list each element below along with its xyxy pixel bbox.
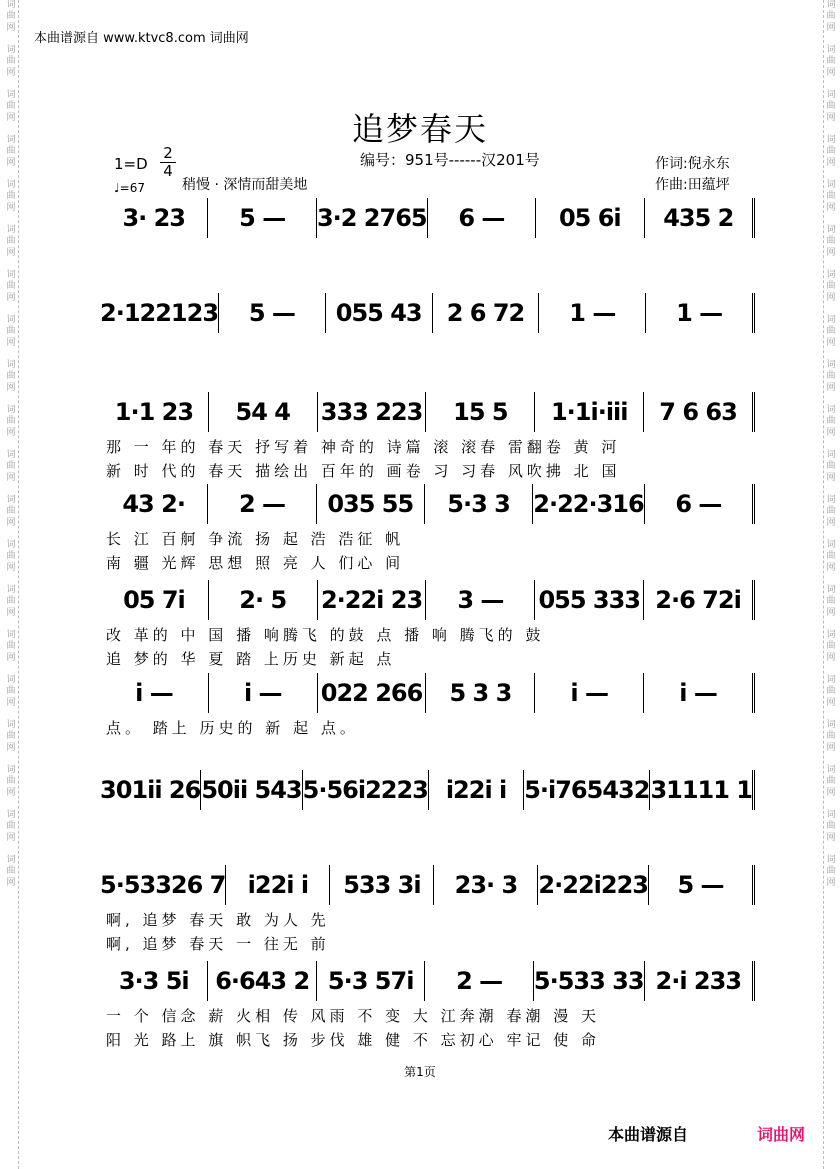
score-row: [100, 484, 760, 572]
page-number: 第1页: [404, 1065, 436, 1079]
lyric-line: 追 梦的 华 夏 踏 上历史 新起 点: [106, 650, 396, 668]
measure: i —: [644, 673, 755, 713]
score-row: [100, 392, 760, 480]
measure: 035 55: [317, 484, 425, 524]
measure: 2· 5: [209, 580, 318, 620]
measure: 3 —: [426, 580, 535, 620]
measure: 2·22·316: [533, 484, 644, 524]
measure: 3·2 2765: [317, 198, 428, 238]
measure: 5·533 33: [534, 961, 645, 1001]
right-watermark-strip: 词 曲 网 词 曲 网 词 曲 网 词 曲 网 词 曲 网 词 曲 网 词 曲 网 词 曲 网 词 曲 网 词 曲 网 词 曲 网 词 曲 网 词 曲 网 词 曲 网 词 曲 网 词 曲 网 词 曲 网 词 曲 网 词 曲 网 词 曲 网: [823, 0, 838, 1169]
measure: 2 —: [208, 484, 316, 524]
measure: 5·56i2223: [303, 770, 429, 810]
measure: 5 —: [649, 865, 755, 905]
lyric-line: 阳 光 路上 旗 帜飞 扬 步伐 雄 健 不 忘初心 牢记 使 命: [106, 1031, 600, 1049]
measure: 6 —: [645, 484, 755, 524]
measure: i22i i: [226, 865, 330, 905]
measure: 31111 1: [650, 770, 755, 810]
time-signature: [160, 145, 176, 180]
measure: 6·643 2: [208, 961, 316, 1001]
lyric-line: 那 一 年的 春天 抒写着 神奇的 诗篇 滚 滚春 雷翻卷 黄 河: [106, 438, 621, 456]
lyric-line: 改 革的 中 国 播 响腾飞 的鼓 点 播 响 腾飞的 鼓: [106, 626, 545, 644]
song-title: 追梦春天: [351, 110, 488, 148]
measure: 022 266: [318, 673, 427, 713]
measure: 533 3i: [330, 865, 434, 905]
composer-credit: 作曲:田蕴坪: [655, 177, 730, 193]
measure: 5 —: [208, 198, 316, 238]
measure: 1·1i·iii: [535, 392, 644, 432]
source-header: 本曲谱源自 www.ktvc8.com 词曲网: [34, 31, 249, 46]
score-row: [100, 673, 760, 743]
score-row: [100, 293, 760, 363]
measure: 2·6 72i: [644, 580, 755, 620]
measure: 5·53326 7: [100, 865, 226, 905]
lyric-line: 一 个 信念 薪 火相 传 风雨 不 变 大 江奔潮 春潮 漫 天: [106, 1007, 600, 1025]
left-watermark-strip: 词 曲 网 词 曲 网 词 曲 网 词 曲 网 词 曲 网 词 曲 网 词 曲 网 词 曲 网 词 曲 网 词 曲 网 词 曲 网 词 曲 网 词 曲 网 词 曲 网 词 曲 网 词 曲 网 词 曲 网 词 曲 网 词 曲 网 词 曲 网: [4, 0, 19, 1169]
score-row: [100, 198, 760, 268]
measure: 2 6 72: [433, 293, 540, 333]
measure: 055 43: [326, 293, 433, 333]
measure: 301ii 26: [100, 770, 201, 810]
measure: 435 2: [645, 198, 755, 238]
measure: 1 —: [539, 293, 646, 333]
lyric-line: 南 疆 光辉 思想 照 亮 人 们心 间: [106, 554, 405, 572]
lyric-line: 啊, 追梦 春天 敢 为人 先: [106, 911, 330, 929]
measure-line: [100, 293, 755, 333]
measure: 7 6 63: [644, 392, 755, 432]
measure: 055 333: [535, 580, 644, 620]
measure: 1 —: [646, 293, 755, 333]
measure: 1·1 23: [100, 392, 209, 432]
measure: 5 —: [219, 293, 326, 333]
measure: 3· 23: [100, 198, 208, 238]
measure: 05 7i: [100, 580, 209, 620]
measure: 15 5: [426, 392, 535, 432]
measure-line: [100, 961, 755, 1001]
measure-line: [100, 484, 755, 524]
lyric-line: 新 时 代的 春天 描绘出 百年的 画卷 习 习春 风吹拂 北 国: [106, 462, 621, 480]
score-row: [100, 865, 760, 953]
measure: 2·122123: [100, 293, 219, 333]
lyricist-credit: 作词:倪永东: [655, 156, 730, 172]
lyric-line: 长 江 百舸 争流 扬 起 浩 浩征 帆: [106, 530, 405, 548]
footer-brand-text: 本曲谱源自: [608, 1125, 689, 1144]
measure: 333 223: [318, 392, 427, 432]
time-bottom: 4: [160, 162, 176, 180]
measure: 2·i 233: [645, 961, 755, 1001]
measure: 54 4: [209, 392, 318, 432]
measure: i —: [100, 673, 209, 713]
measure: 2·22i 23: [318, 580, 427, 620]
measure: i22i i: [429, 770, 524, 810]
measure: i —: [535, 673, 644, 713]
measure: 6 —: [428, 198, 536, 238]
tempo-mark: ♩=67: [114, 181, 145, 195]
measure: 05 6i: [536, 198, 644, 238]
lyric-line: 点。 踏上 历史的 新 起 点。: [106, 719, 359, 737]
measure: 43 2·: [100, 484, 208, 524]
time-top: 2: [163, 144, 173, 162]
measure: 5·3 3: [425, 484, 533, 524]
score-row: [100, 770, 760, 840]
measure-line: [100, 392, 755, 432]
serial-number: 编号：951号------汉201号: [360, 151, 540, 169]
measure-line: [100, 580, 755, 620]
footer-brand-logo: 词曲网: [757, 1125, 806, 1144]
measure: i —: [209, 673, 318, 713]
measure: 2 —: [425, 961, 533, 1001]
measure: 5·3 57i: [317, 961, 425, 1001]
measure: 23· 3: [434, 865, 538, 905]
key-signature: 1=D: [114, 155, 148, 173]
measure-line: [100, 198, 755, 238]
score-row: [100, 961, 760, 1049]
measure: 50ii 543: [201, 770, 302, 810]
lyric-line: 啊, 追梦 春天 一 往无 前: [106, 935, 330, 953]
measure: 3·3 5i: [100, 961, 208, 1001]
measure: 5·i765432: [524, 770, 650, 810]
measure-line: [100, 770, 755, 810]
measure: 2·22i223: [538, 865, 649, 905]
measure: 5 3 3: [426, 673, 535, 713]
measure-line: [100, 673, 755, 713]
score-row: [100, 580, 760, 668]
measure-line: [100, 865, 755, 905]
tempo-expression: 稍慢 · 深情而甜美地: [182, 177, 308, 193]
